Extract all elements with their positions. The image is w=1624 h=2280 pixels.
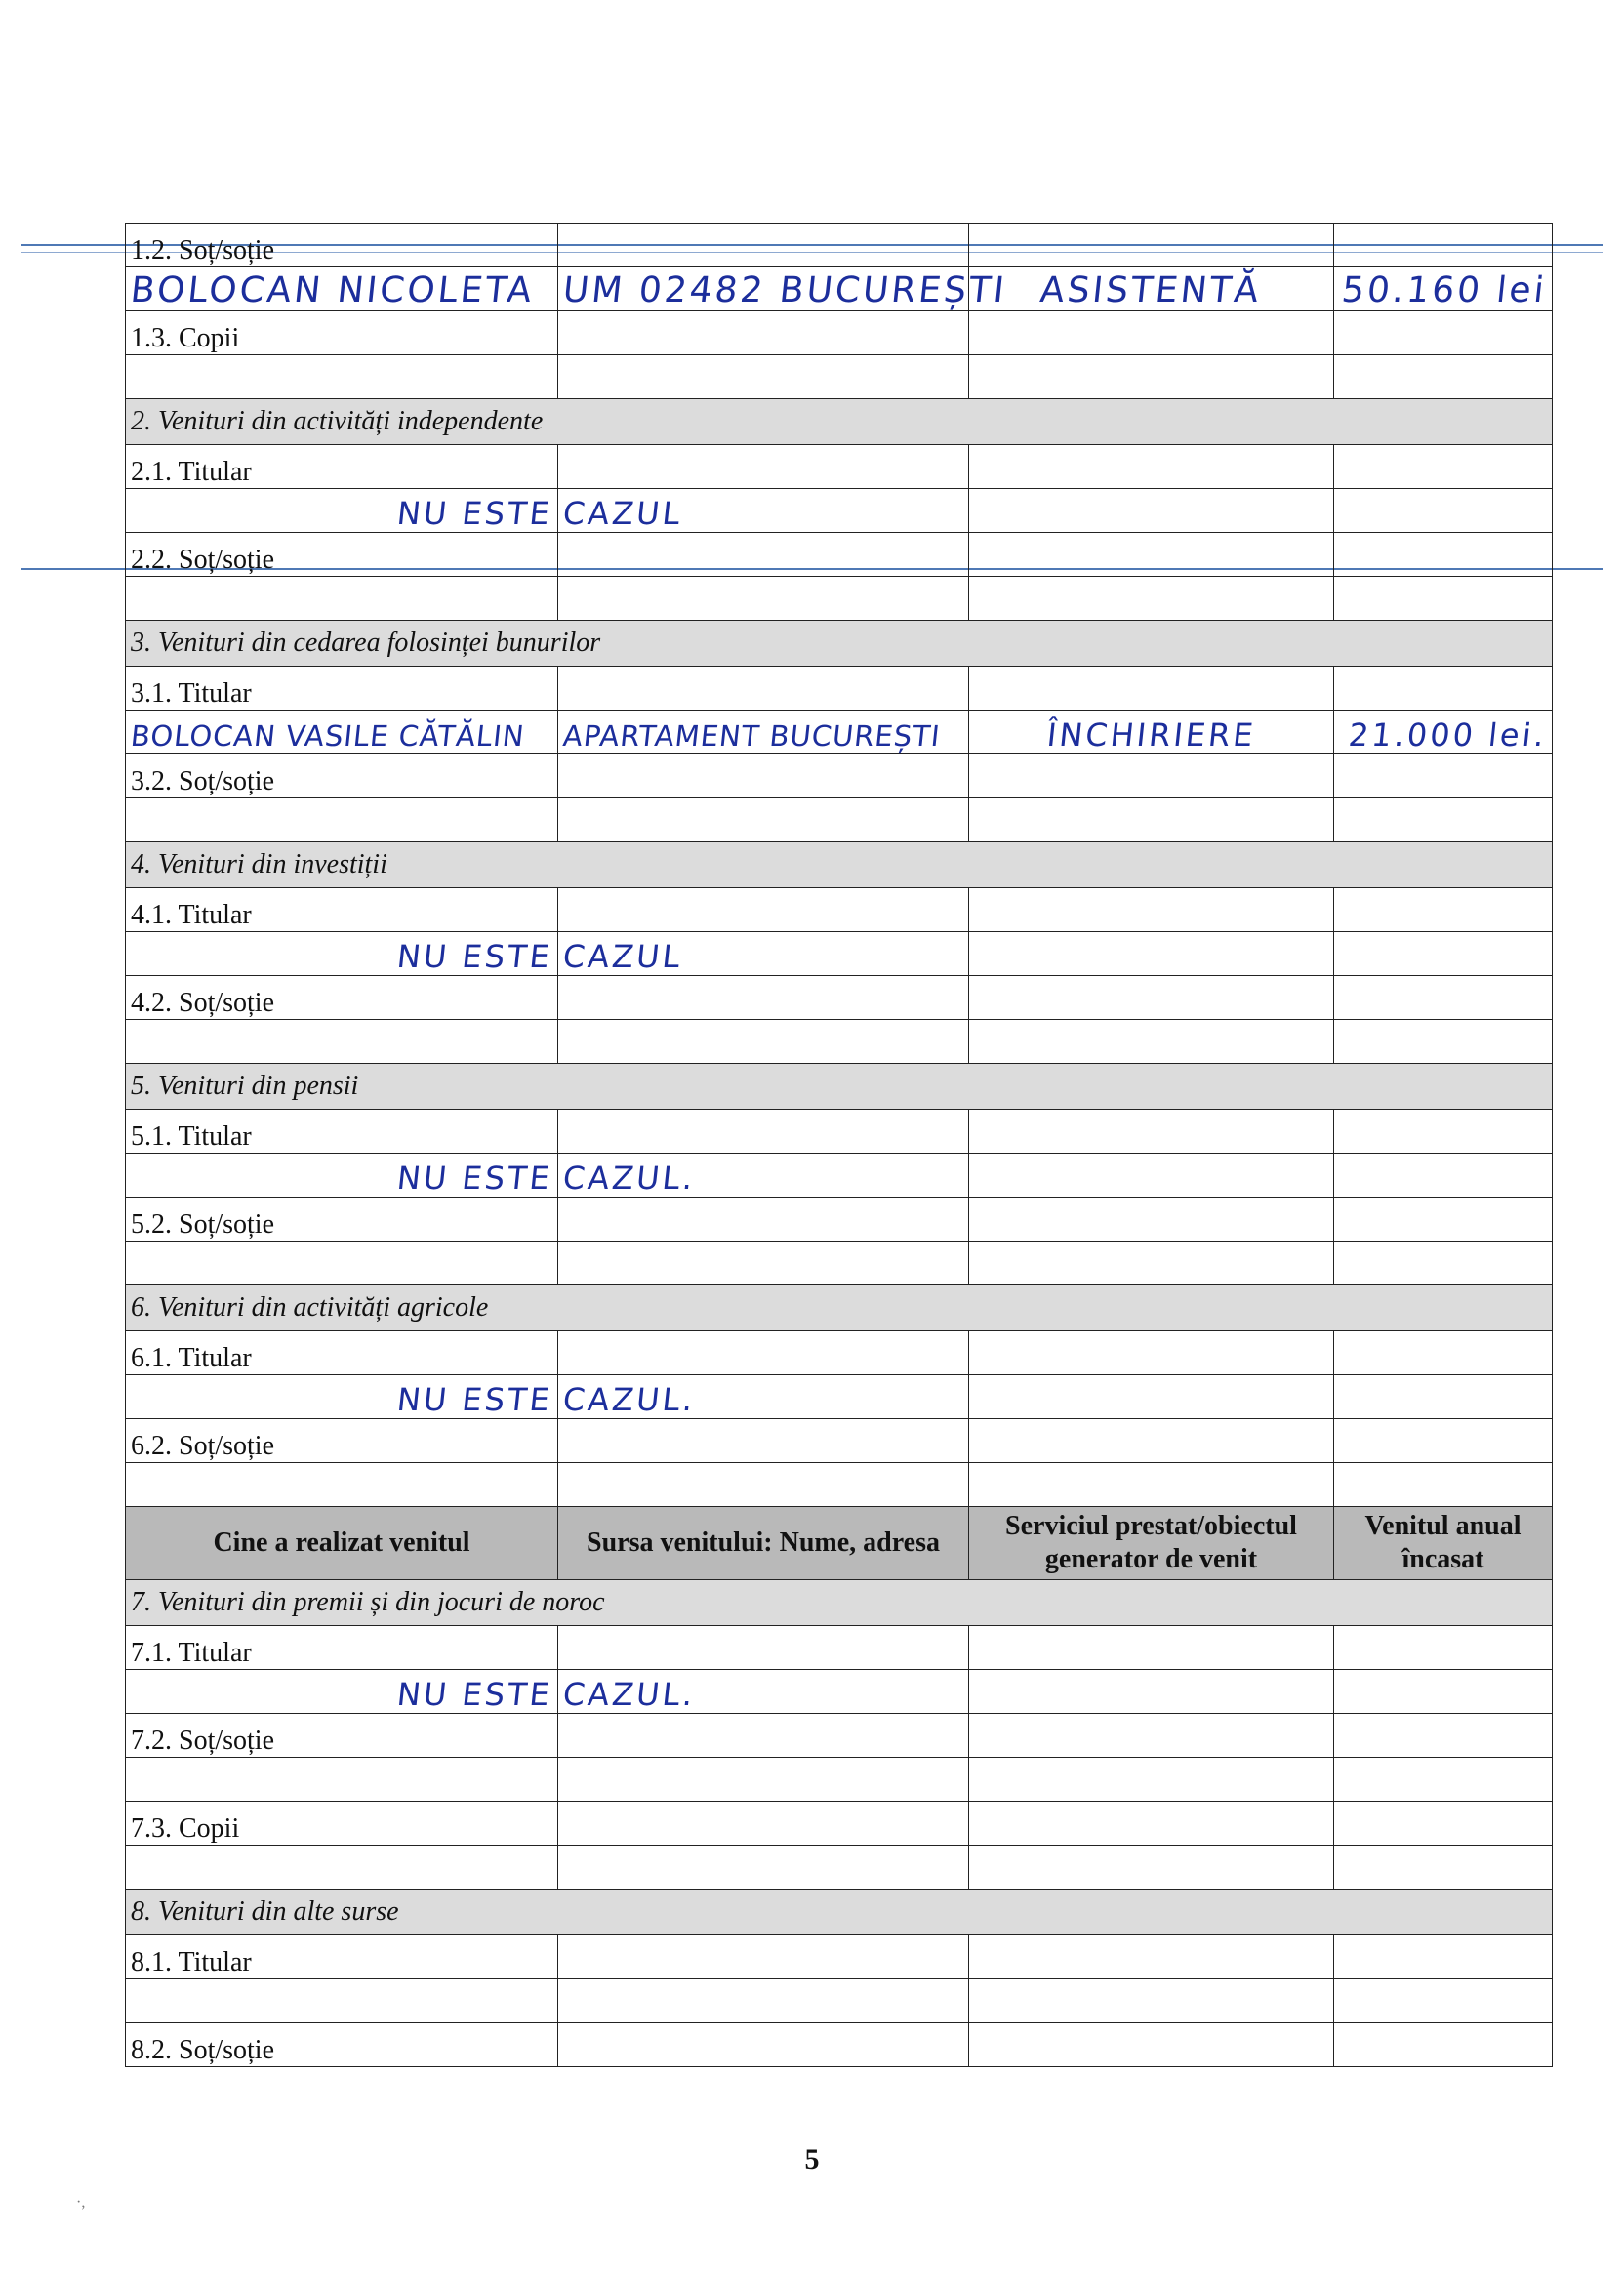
table-row xyxy=(126,533,1553,577)
row-label: 4.1. Titular xyxy=(126,888,558,932)
handwritten-note: NU ESTE xyxy=(395,937,555,975)
handwritten-note: NU ESTE xyxy=(395,1675,555,1713)
row-label: 2.1. Titular xyxy=(126,445,558,489)
table-row xyxy=(126,1154,1553,1198)
section-title: 4. Venituri din investiții xyxy=(126,842,1553,888)
handwritten-owner-name: BOLOCAN VASILE CĂTĂLIN xyxy=(129,718,527,753)
table-row xyxy=(126,1802,1553,1846)
table-row xyxy=(126,489,1553,533)
section-title: 6. Venituri din activități agricole xyxy=(126,1285,1553,1331)
section-title: 7. Venituri din premii și din jocuri de noroc xyxy=(126,1580,1553,1626)
table-row xyxy=(126,711,1553,754)
column-header: Sursa venitului: Nume, adresa xyxy=(558,1507,969,1580)
income-table xyxy=(125,223,1553,2067)
table-row xyxy=(126,1242,1553,1285)
handwritten-note: CAZUL. xyxy=(561,1675,698,1713)
table-row xyxy=(126,1020,1553,1064)
column-header: Cine a realizat venitul xyxy=(126,1507,558,1580)
column-header: Venitul anual încasat xyxy=(1334,1507,1553,1580)
handwritten-note: NU ESTE xyxy=(395,494,555,532)
handwritten-spouse-source: UM 02482 BUCUREȘTI xyxy=(560,269,1009,310)
section-header xyxy=(126,621,1553,667)
section-title: 2. Venituri din activități independente xyxy=(126,399,1553,445)
handwritten-note: CAZUL xyxy=(561,494,685,532)
row-label: 6.2. Soț/soție xyxy=(126,1419,558,1463)
section-header xyxy=(126,1580,1553,1626)
handwritten-spouse-name: BOLOCAN NICOLETA xyxy=(128,269,537,310)
handwritten-note: CAZUL. xyxy=(561,1380,698,1418)
row-label: 4.2. Soț/soție xyxy=(126,976,558,1020)
row-label: 7.2. Soț/soție xyxy=(126,1714,558,1758)
table-row xyxy=(126,1463,1553,1507)
table-row xyxy=(126,1935,1553,1979)
table-row xyxy=(126,1758,1553,1802)
table-row xyxy=(126,932,1553,976)
section-header xyxy=(126,1285,1553,1331)
table-row xyxy=(126,224,1553,267)
section-header xyxy=(126,842,1553,888)
section-title: 5. Venituri din pensii xyxy=(126,1064,1553,1110)
table-row xyxy=(126,754,1553,798)
table-row xyxy=(126,976,1553,1020)
column-header: Serviciul prestat/obiectul generator de venit xyxy=(969,1507,1334,1580)
column-header-row xyxy=(126,1507,1553,1580)
row-label: 3.1. Titular xyxy=(126,667,558,711)
table-row xyxy=(126,1375,1553,1419)
page-number: 5 xyxy=(804,2143,820,2176)
scan-speck: ·, xyxy=(76,2194,86,2211)
handwritten-note: NU ESTE xyxy=(395,1380,555,1418)
row-label: 1.2. Soț/soție xyxy=(126,224,558,267)
table-row xyxy=(126,1846,1553,1890)
table-row xyxy=(126,798,1553,842)
table-row xyxy=(126,1979,1553,2023)
section-title: 3. Venituri din cedarea folosinței bunurilor xyxy=(126,621,1553,667)
row-label: 7.1. Titular xyxy=(126,1626,558,1670)
table-row xyxy=(126,1714,1553,1758)
handwritten-owner-service: ÎNCHIRIERE xyxy=(1044,715,1258,753)
handwritten-owner-income: 21.000 lei. xyxy=(1347,715,1550,753)
table-row xyxy=(126,1198,1553,1242)
section-title: 8. Venituri din alte surse xyxy=(126,1890,1553,1935)
row-label: 2.2. Soț/soție xyxy=(126,533,558,577)
table-row xyxy=(126,1626,1553,1670)
handwritten-note: CAZUL. xyxy=(561,1159,698,1197)
handwritten-owner-source: APARTAMENT BUCUREȘTI xyxy=(561,718,943,753)
row-label: 8.1. Titular xyxy=(126,1935,558,1979)
row-label: 8.2. Soț/soție xyxy=(126,2023,558,2067)
table-row xyxy=(126,667,1553,711)
table-row xyxy=(126,1670,1553,1714)
handwritten-note: NU ESTE xyxy=(395,1159,555,1197)
table-row xyxy=(126,355,1553,399)
handwritten-note: CAZUL xyxy=(561,937,685,975)
row-label: 3.2. Soț/soție xyxy=(126,754,558,798)
table-row xyxy=(126,267,1553,311)
table-row xyxy=(126,888,1553,932)
row-label: 6.1. Titular xyxy=(126,1331,558,1375)
table-row xyxy=(126,1110,1553,1154)
row-label: 5.1. Titular xyxy=(126,1110,558,1154)
section-header xyxy=(126,1890,1553,1935)
row-label: 1.3. Copii xyxy=(126,311,558,355)
table-row xyxy=(126,1419,1553,1463)
handwritten-spouse-income: 50.160 lei xyxy=(1340,269,1550,310)
section-header xyxy=(126,399,1553,445)
table-row xyxy=(126,445,1553,489)
table-row xyxy=(126,577,1553,621)
row-label: 5.2. Soț/soție xyxy=(126,1198,558,1242)
row-label: 7.3. Copii xyxy=(126,1802,558,1846)
handwritten-spouse-service: ASISTENTĂ xyxy=(1038,269,1264,310)
section-header xyxy=(126,1064,1553,1110)
table-row xyxy=(126,2023,1553,2067)
table-row xyxy=(126,1331,1553,1375)
table-row xyxy=(126,311,1553,355)
